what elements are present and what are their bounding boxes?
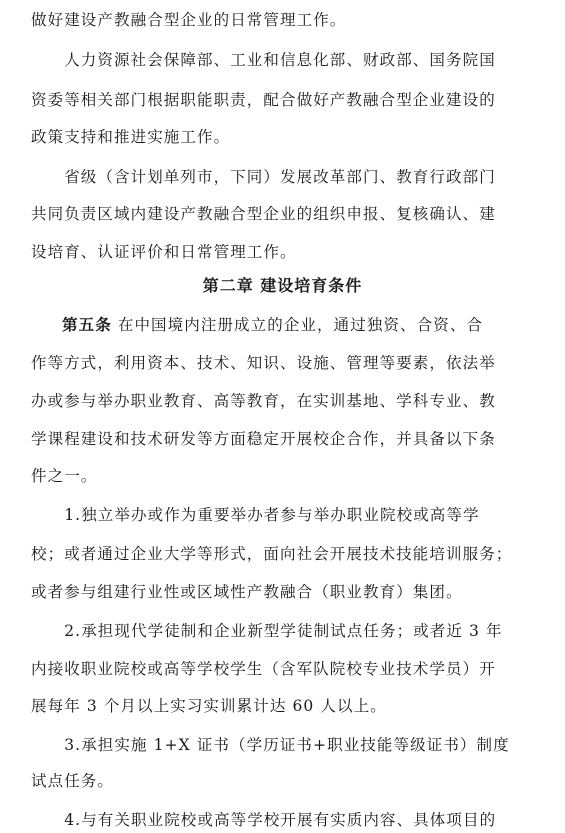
condition-line: 1.独立举办或作为重要举办者参与举办职业院校或高等学 bbox=[31, 506, 480, 524]
condition-line: 2.承担现代学徒制和企业新型学徒制试点任务；或者近 3 年 bbox=[31, 622, 503, 640]
text-line: 省级（含计划单列市，下同）发展改革部门、教育行政部门 bbox=[31, 168, 496, 186]
condition-line: 试点任务。 bbox=[31, 772, 115, 790]
text-line: 设培育、认证评价和日常管理工作。 bbox=[31, 243, 297, 261]
text-line: 资委等相关部门根据职能职责，配合做好产教融合型企业建设的 bbox=[31, 91, 496, 109]
text-line: 作等方式，利用资本、技术、知识、设施、管理等要素，依法举 bbox=[31, 354, 496, 372]
text-line: 件之一。 bbox=[31, 467, 98, 485]
article-first-line bbox=[31, 315, 541, 335]
condition-line: 展每年 3 个月以上实习实训累计达 60 人以上。 bbox=[31, 697, 387, 715]
condition-line: 4.与有关职业院校或高等学校开展有实质内容、具体项目的 bbox=[31, 811, 497, 829]
condition-line: 校；或者通过企业大学等形式，面向社会开展技术技能培训服务； bbox=[31, 545, 513, 563]
text-line: 学课程建设和技术研发等方面稳定开展校企合作，并具备以下条 bbox=[31, 430, 496, 448]
text-line: 政策支持和推进实施工作。 bbox=[31, 128, 231, 146]
text-line: 办或参与举办职业教育、高等教育，在实训基地、学科专业、教 bbox=[31, 392, 496, 410]
condition-line: 3.承担实施 1+X 证书（学历证书+职业技能等级证书）制度 bbox=[31, 736, 510, 754]
condition-line: 内接收职业院校或高等学校学生（含军队院校专业技术学员）开 bbox=[31, 660, 496, 678]
condition-line: 或者参与组建行业性或区域性产教融合（职业教育）集团。 bbox=[31, 583, 463, 601]
text-line: 做好建设产教融合型企业的日常管理工作。 bbox=[31, 11, 347, 29]
article-text: 在中国境内注册成立的企业，通过独资、合资、合 bbox=[117, 316, 484, 334]
chapter-heading: 第二章 建设培育条件 bbox=[202, 276, 363, 295]
text-line: 人力资源社会保障部、工业和信息化部、财政部、国务院国 bbox=[31, 51, 496, 69]
article-label: 第五条 bbox=[62, 315, 112, 334]
text-line: 共同负责区域内建设产教融合型企业的组织申报、复核确认、建 bbox=[31, 205, 496, 223]
